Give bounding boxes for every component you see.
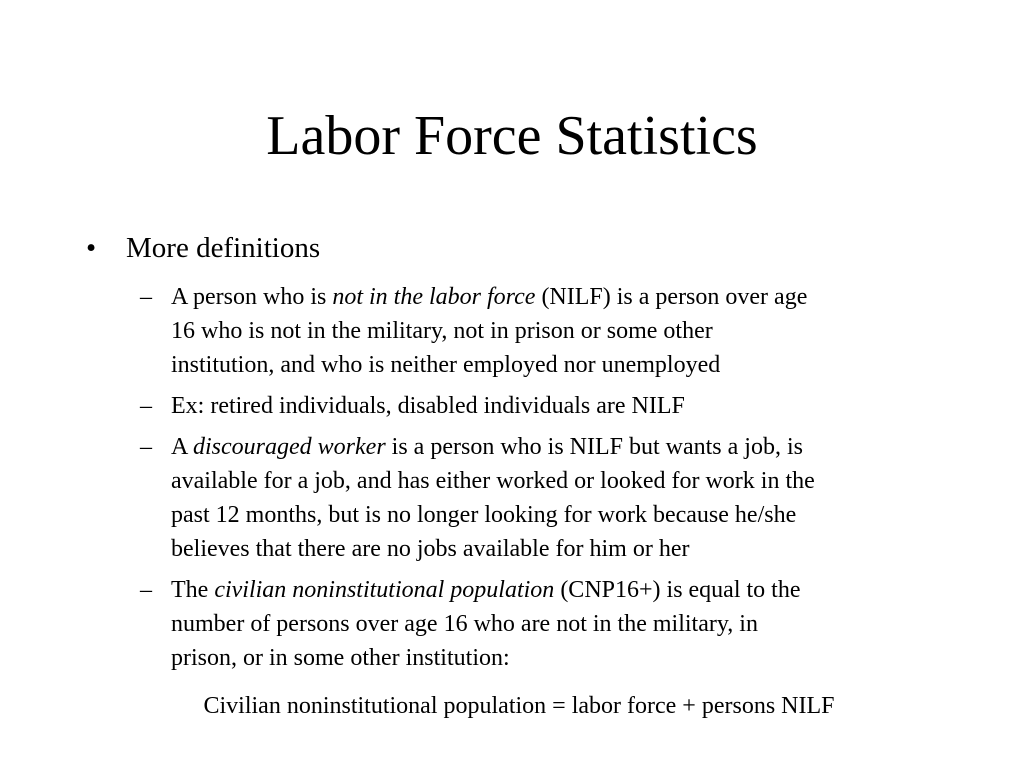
text-line bbox=[171, 573, 940, 607]
text-segment: prison, or in some other institution: bbox=[171, 645, 510, 671]
text-line bbox=[171, 389, 940, 423]
dash-mark: – bbox=[140, 434, 152, 460]
defined-term: discouraged worker bbox=[193, 434, 386, 460]
text-line bbox=[171, 498, 940, 532]
text-line bbox=[171, 348, 940, 382]
text-line bbox=[171, 430, 940, 464]
text-line bbox=[171, 641, 940, 675]
example-nilf bbox=[140, 389, 940, 423]
text-segment: The bbox=[171, 577, 215, 603]
text-line bbox=[171, 314, 940, 348]
dash-mark: – bbox=[140, 393, 152, 419]
text-segment: past 12 months, but is no longer looking for work because he/she bbox=[171, 502, 797, 528]
text-segment: Ex: retired individuals, disabled individuals are NILF bbox=[171, 393, 685, 419]
text-segment: is a person who is NILF but wants a job, is bbox=[385, 434, 803, 460]
definition-list bbox=[140, 280, 940, 682]
text-segment: 16 who is not in the military, not in prison or some other bbox=[171, 318, 713, 344]
text-line bbox=[171, 280, 940, 314]
text-line bbox=[171, 464, 940, 498]
text-segment: number of persons over age 16 who are not in the military, in bbox=[171, 611, 758, 637]
slide-title: Labor Force Statistics bbox=[266, 105, 758, 167]
dash-mark: – bbox=[140, 577, 152, 603]
dash-mark: – bbox=[140, 284, 152, 310]
text-segment: institution, and who is neither employed nor unemployed bbox=[171, 352, 721, 378]
text-line bbox=[171, 607, 940, 641]
bullet-label: More definitions bbox=[126, 232, 321, 264]
formula: Civilian noninstitutional population = labor force + persons NILF bbox=[203, 693, 835, 719]
text-line bbox=[171, 532, 940, 566]
text-segment: A bbox=[171, 434, 194, 460]
definition-cnp16 bbox=[140, 573, 940, 675]
definition-nilf bbox=[140, 280, 940, 382]
defined-term: not in the labor force bbox=[332, 284, 536, 310]
text-segment: (CNP16+) is equal to the bbox=[554, 577, 801, 603]
text-segment: A person who is bbox=[171, 284, 333, 310]
text-segment: available for a job, and has either worked or looked for work in the bbox=[171, 468, 815, 494]
definition-discouraged-worker bbox=[140, 430, 940, 566]
text-segment: believes that there are no jobs available for him or her bbox=[171, 536, 690, 562]
defined-term: civilian noninstitutional population bbox=[214, 577, 555, 603]
text-segment: (NILF) is a person over age bbox=[535, 284, 808, 310]
bullet-mark: • bbox=[86, 232, 97, 264]
